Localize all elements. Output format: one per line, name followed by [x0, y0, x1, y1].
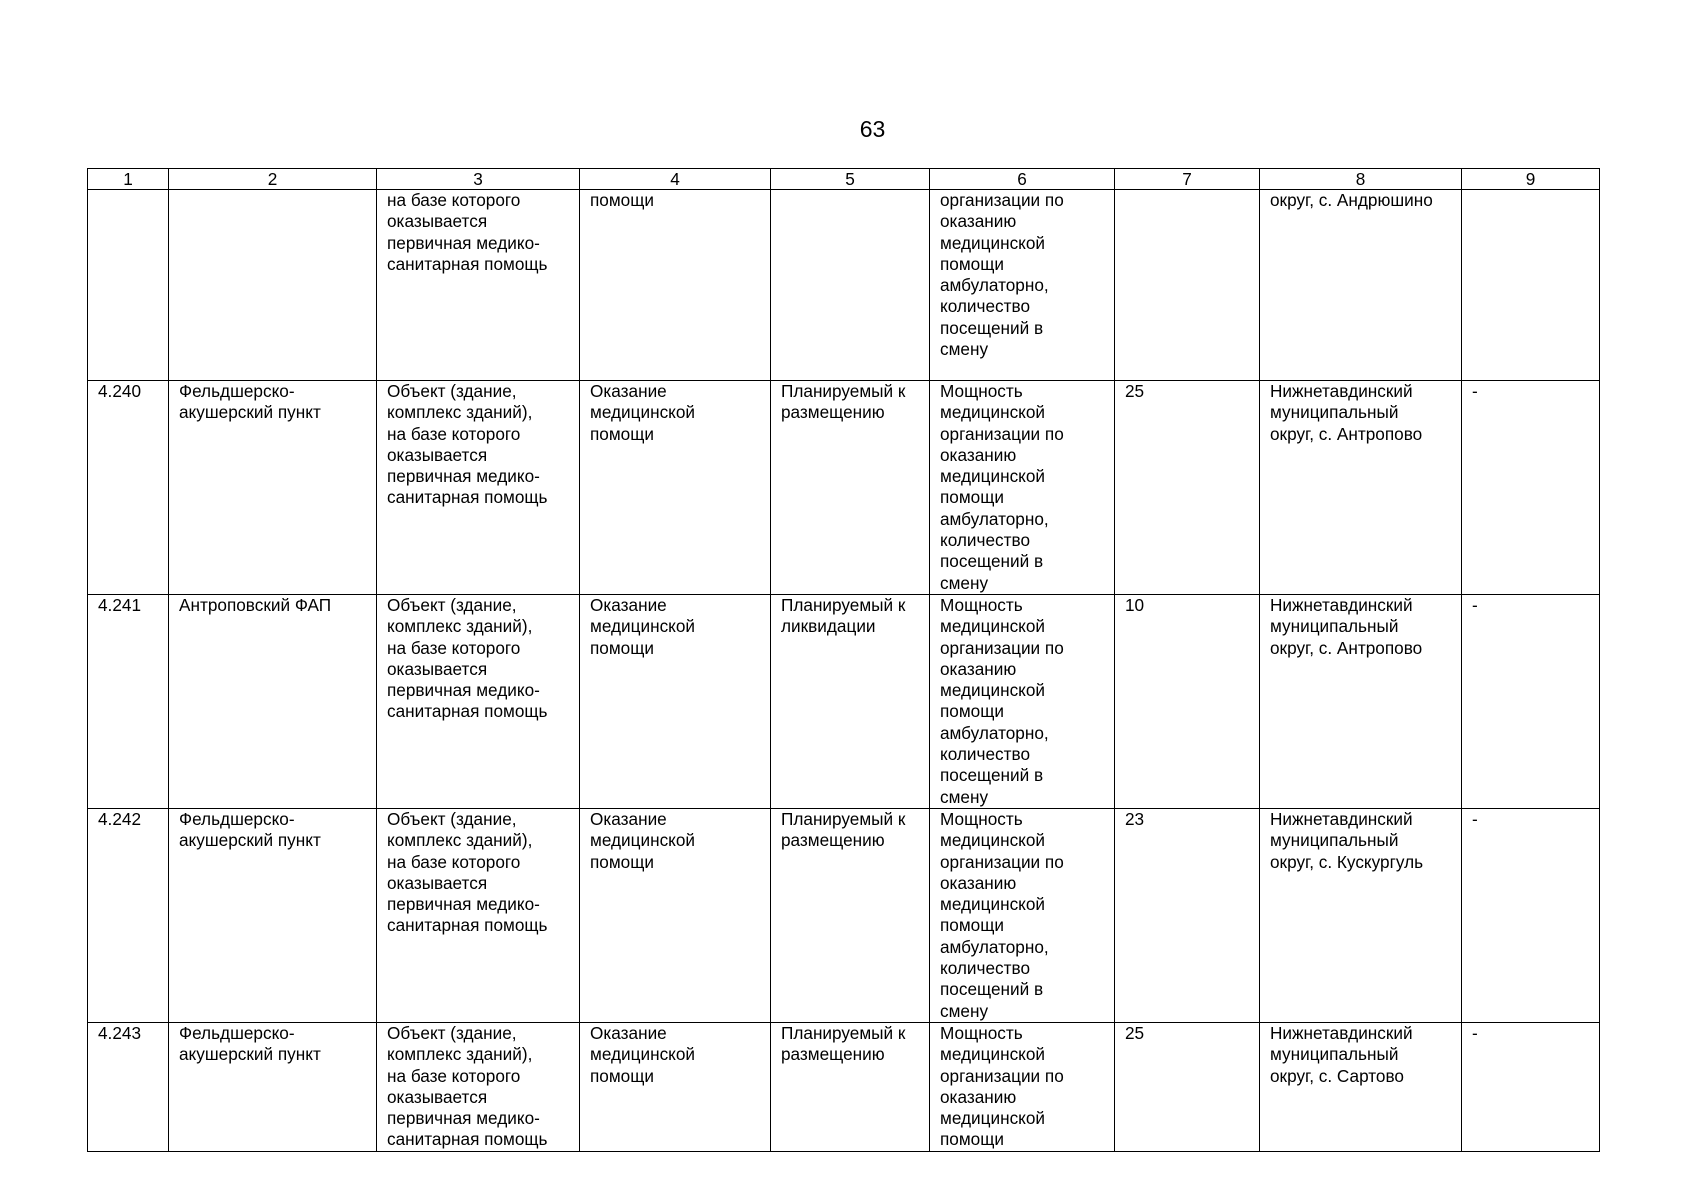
cell-text: 10	[1125, 594, 1145, 615]
table-cell	[377, 594, 580, 808]
cell-text: Объект (здание, комплекс зданий), на базе которого оказывается первичная медико- санитарная помощь	[387, 1022, 548, 1150]
cell-text: на базе которого оказывается первичная медико- санитарная помощь	[387, 190, 548, 274]
cell-text: Нижнетавдинский муниципальный округ, с. Кускургуль	[1270, 808, 1424, 872]
table-cell	[930, 594, 1115, 808]
table-cell	[580, 1022, 771, 1151]
table-cell	[1260, 1022, 1462, 1151]
table-cell	[88, 1022, 169, 1151]
table-cell	[88, 594, 169, 808]
table-cell	[1115, 1022, 1260, 1151]
table-cell	[169, 190, 377, 381]
table-cell	[169, 594, 377, 808]
column-header: 2	[169, 169, 377, 190]
cell-text: 25	[1125, 381, 1145, 401]
table-cell	[1115, 808, 1260, 1022]
table-cell	[771, 594, 930, 808]
cell-text: Нижнетавдинский муниципальный округ, с. Сартово	[1270, 1022, 1413, 1086]
cell-text: Объект (здание, комплекс зданий), на базе которого оказывается первичная медико- санитарная помощь	[387, 381, 548, 508]
cell-text: 4.241	[98, 594, 142, 615]
cell-text: Нижнетавдинский муниципальный округ, с. Антропово	[1270, 594, 1423, 658]
table-cell	[580, 594, 771, 808]
column-header: 7	[1115, 169, 1260, 190]
table-cell	[930, 1022, 1115, 1151]
table-row	[88, 808, 1600, 1022]
column-header: 3	[377, 169, 580, 190]
table-cell	[930, 381, 1115, 595]
table-cell	[169, 1022, 377, 1151]
cell-text: Оказание медицинской помощи	[590, 808, 696, 872]
cell-text: 25	[1125, 1022, 1145, 1043]
table-cell	[169, 808, 377, 1022]
table-cell	[1115, 594, 1260, 808]
table-cell	[377, 808, 580, 1022]
cell-text: Планируемый к ликвидации	[781, 594, 906, 637]
table-row	[88, 190, 1600, 381]
table-cell	[1462, 1022, 1600, 1151]
cell-text: Мощность медицинской организации по оказанию медицинской помощи амбулаторно, количество посещений в смену	[940, 808, 1064, 1021]
cell-text: Мощность медицинской организации по оказанию медицинской помощи амбулаторно, количество посещений в смену	[940, 381, 1064, 593]
table-cell	[1260, 808, 1462, 1022]
table-row	[88, 594, 1600, 808]
table-cell	[771, 1022, 930, 1151]
table-cell	[771, 190, 930, 381]
cell-text: 4.242	[98, 808, 142, 829]
cell-text: 23	[1125, 808, 1145, 829]
cell-text: Планируемый к размещению	[781, 808, 906, 851]
cell-text: Мощность медицинской организации по оказанию медицинской помощи	[940, 1022, 1064, 1150]
cell-text: организации по оказанию медицинской помощи амбулаторно, количество посещений в смену	[940, 190, 1064, 360]
cell-text: Объект (здание, комплекс зданий), на базе которого оказывается первичная медико- санитарная помощь	[387, 594, 548, 722]
cell-text: Антроповский ФАП	[179, 594, 332, 615]
table-cell	[169, 381, 377, 595]
table-cell	[377, 190, 580, 381]
cell-text: -	[1472, 1022, 1478, 1043]
cell-text: Фельдшерско- акушерский пункт	[179, 808, 321, 851]
column-header: 5	[771, 169, 930, 190]
cell-text: округ, с. Андрюшино	[1270, 190, 1433, 210]
table-cell	[88, 381, 169, 595]
cell-text: Фельдшерско- акушерский пункт	[179, 381, 321, 423]
cell-text: Планируемый к размещению	[781, 381, 906, 423]
cell-text: Нижнетавдинский муниципальный округ, с. Антропово	[1270, 381, 1423, 444]
table-cell	[1462, 190, 1600, 381]
cell-text: Объект (здание, комплекс зданий), на базе которого оказывается первичная медико- санитарная помощь	[387, 808, 548, 936]
column-header: 9	[1462, 169, 1600, 190]
column-number-row	[88, 169, 1600, 190]
cell-text: -	[1472, 594, 1478, 615]
table-row	[88, 381, 1600, 595]
table-cell	[1115, 190, 1260, 381]
table-cell	[1462, 808, 1600, 1022]
table-cell	[580, 808, 771, 1022]
table-row	[88, 1022, 1600, 1151]
table-cell	[930, 190, 1115, 381]
table-cell	[580, 190, 771, 381]
table-cell	[930, 808, 1115, 1022]
column-header: 8	[1260, 169, 1462, 190]
cell-text: Оказание медицинской помощи	[590, 1022, 696, 1086]
table-cell	[377, 1022, 580, 1151]
table-cell	[1462, 381, 1600, 595]
cell-text: -	[1472, 381, 1478, 401]
table-cell	[88, 808, 169, 1022]
table-cell	[1115, 381, 1260, 595]
cell-text: Оказание медицинской помощи	[590, 381, 696, 444]
cell-text: Фельдшерско- акушерский пункт	[179, 1022, 321, 1065]
objects-table	[87, 168, 1600, 1152]
table-cell	[88, 190, 169, 381]
table-cell	[1462, 594, 1600, 808]
table-cell	[771, 808, 930, 1022]
table-cell	[1260, 594, 1462, 808]
column-header: 1	[88, 169, 169, 190]
table-cell	[771, 381, 930, 595]
cell-text: помощи	[590, 190, 654, 210]
cell-text: Оказание медицинской помощи	[590, 594, 696, 658]
cell-text: 4.240	[98, 381, 142, 401]
cell-text: 4.243	[98, 1022, 142, 1043]
column-header: 6	[930, 169, 1115, 190]
table-cell	[580, 381, 771, 595]
table-cell	[1260, 190, 1462, 381]
table-cell	[377, 381, 580, 595]
cell-text: -	[1472, 808, 1478, 829]
column-header: 4	[580, 169, 771, 190]
page-number: 63	[859, 116, 886, 142]
table-cell	[1260, 381, 1462, 595]
cell-text: Планируемый к размещению	[781, 1022, 906, 1065]
cell-text: Мощность медицинской организации по оказанию медицинской помощи амбулаторно, количество посещений в смену	[940, 594, 1064, 807]
